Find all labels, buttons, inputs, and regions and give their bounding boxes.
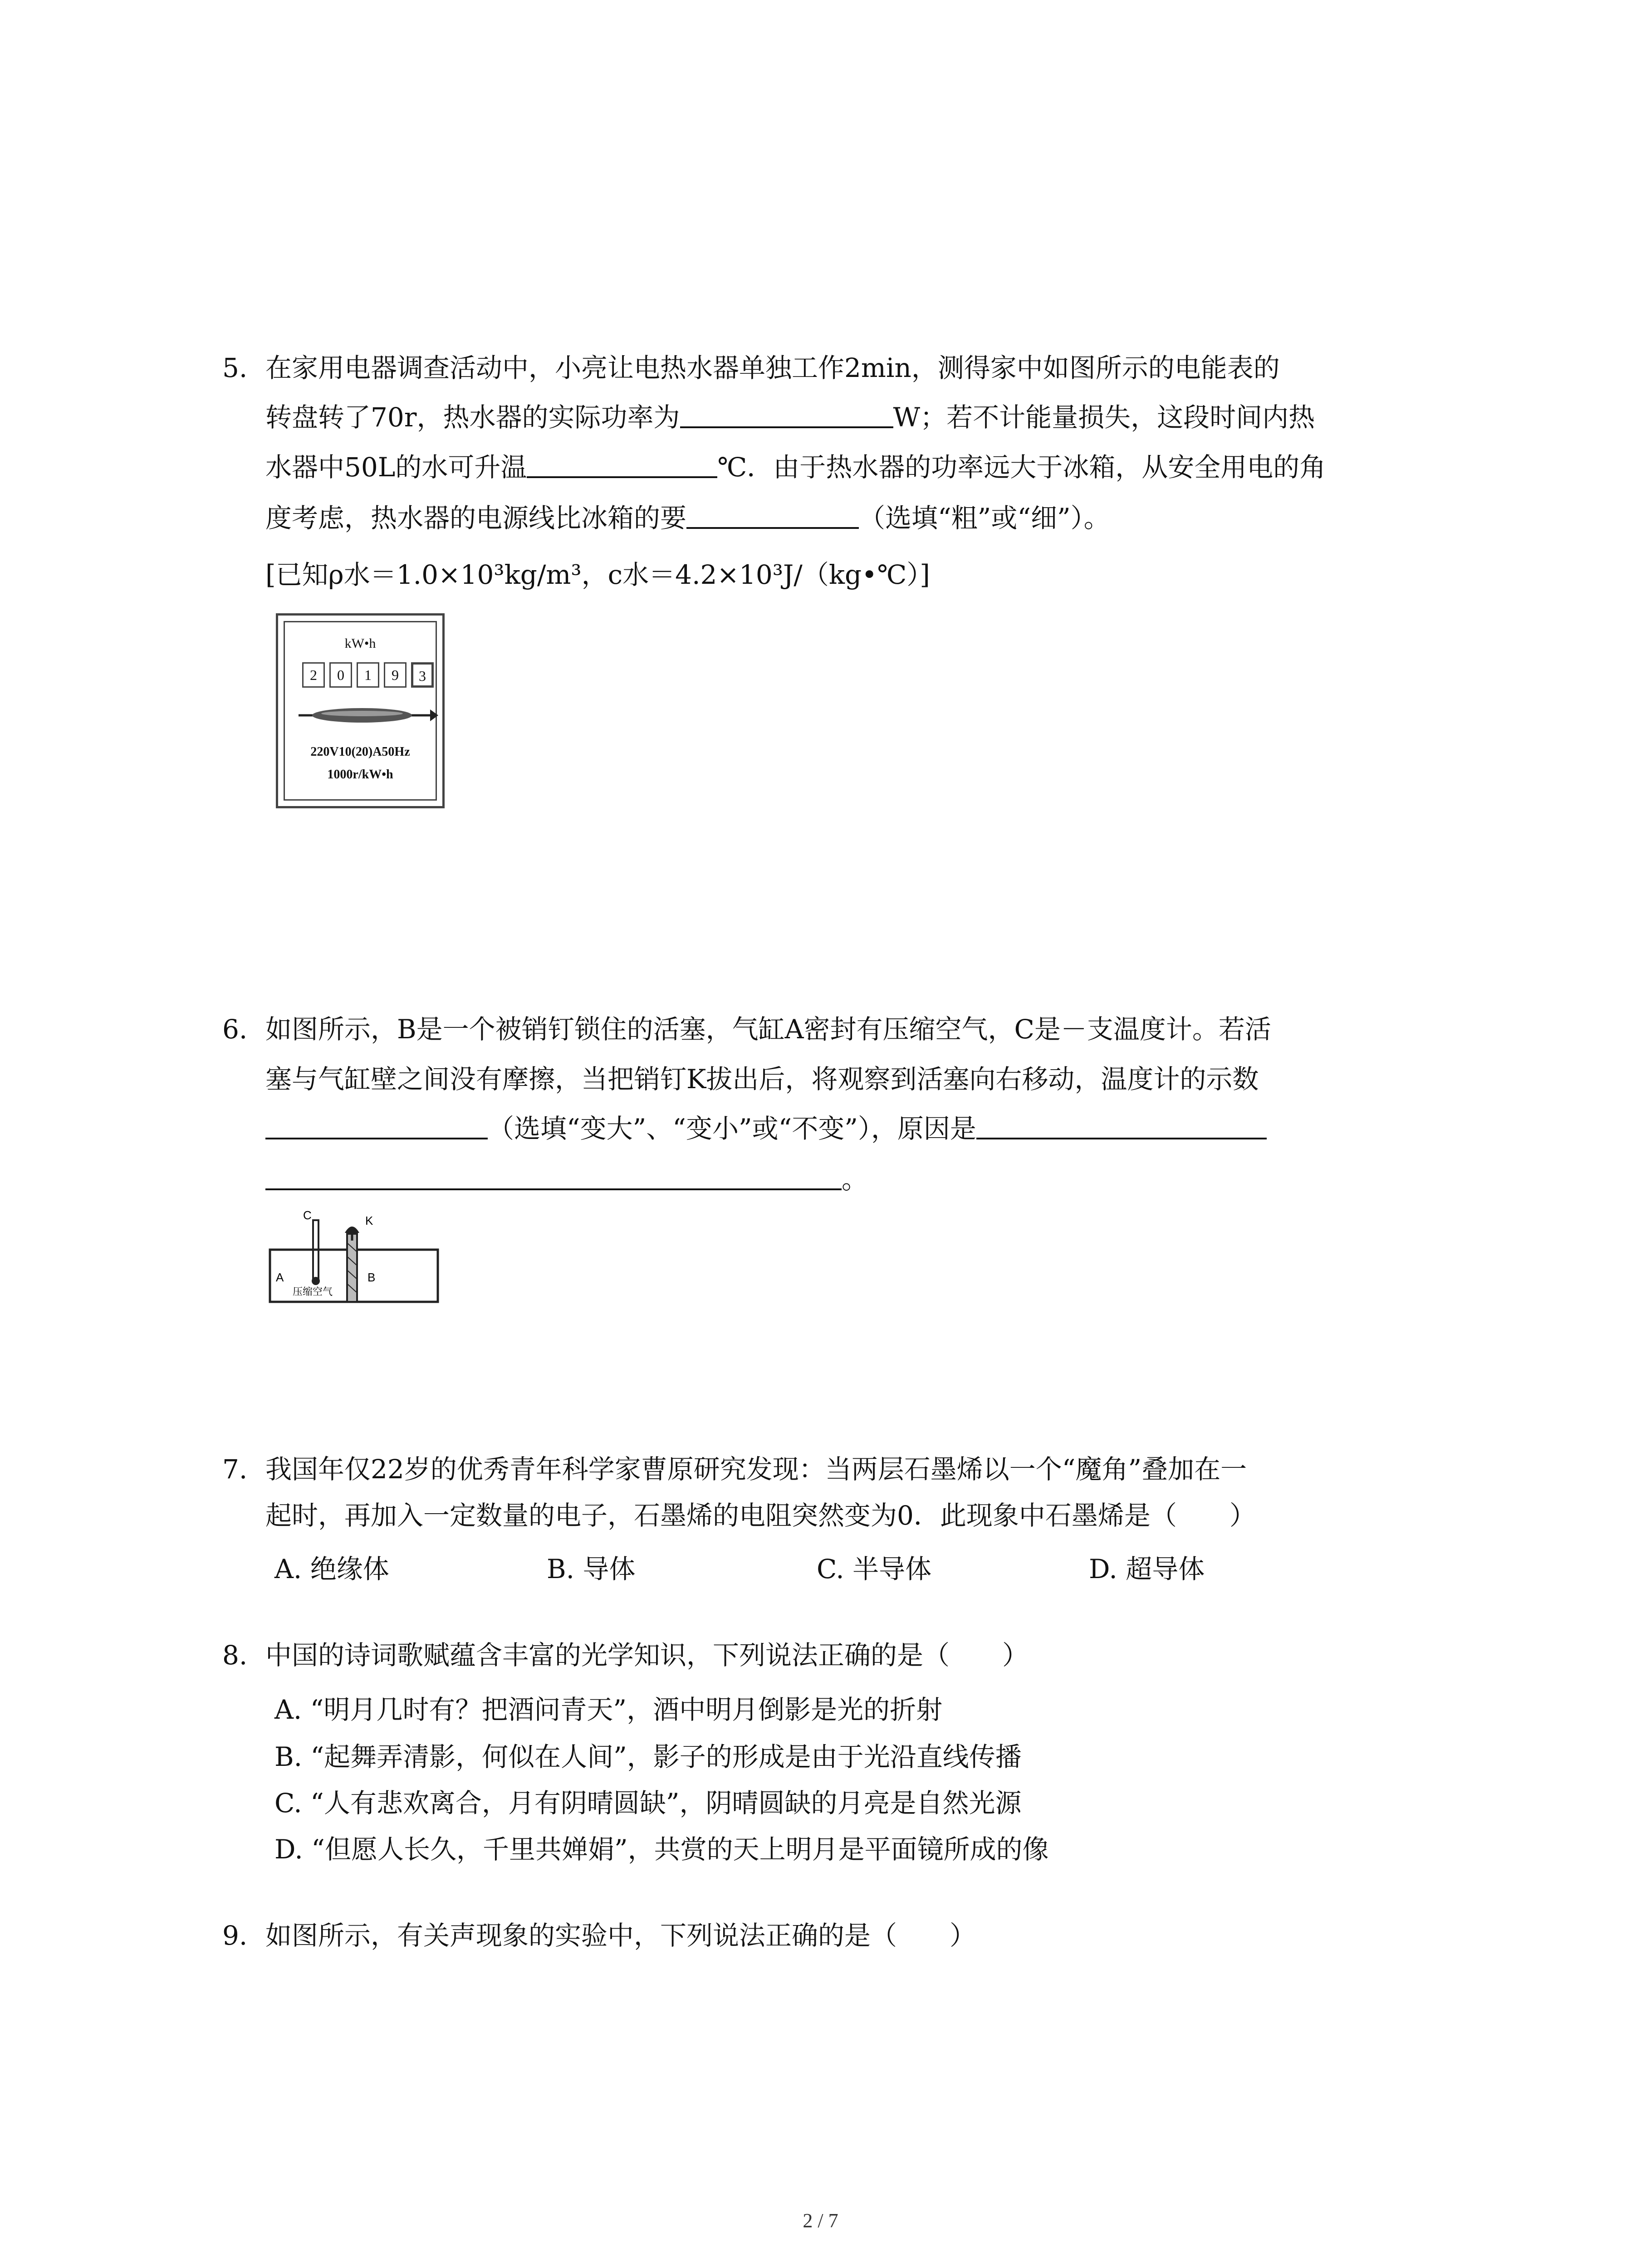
- label-k: K: [365, 1214, 373, 1227]
- q7-number: 7.: [222, 1454, 248, 1485]
- meter-spec-revolutions: 1000r/kW•h: [327, 767, 393, 782]
- q9-number: 9.: [222, 1920, 248, 1951]
- meter-digits: [302, 662, 438, 688]
- meter-digit: 0: [329, 662, 352, 688]
- q7-option-c[interactable]: C. 半导体: [817, 1554, 932, 1584]
- q8-number: 8.: [222, 1640, 248, 1671]
- answer-blank-wire[interactable]: [686, 504, 859, 529]
- meter-digit-decimal: 3: [411, 662, 434, 688]
- q5-line2: [265, 402, 1315, 433]
- q5-line4: [265, 504, 1110, 531]
- q7-line2: 起时，再加入一定数量的电子，石墨烯的电阻突然变为0．此现象中石墨烯是（ ）: [265, 1500, 1256, 1531]
- q6-line4: [265, 1166, 868, 1193]
- page-number: 2 / 7: [803, 2209, 838, 2232]
- q5-line2-text-b: W；若不计能量损失，这段时间内热: [893, 402, 1315, 433]
- q6-number: 6.: [222, 1014, 248, 1045]
- q6-line3: [265, 1115, 1267, 1142]
- q7-option-a[interactable]: A. 绝缘体: [274, 1554, 389, 1584]
- q5-line2-text-a: 转盘转了70r，热水器的实际功率为: [265, 402, 680, 433]
- meter-digit: 2: [302, 662, 325, 688]
- rotating-disc-icon: [294, 699, 439, 731]
- answer-blank-thermometer[interactable]: [265, 1115, 488, 1139]
- meter-frame: [284, 621, 437, 801]
- answer-blank-reason-2[interactable]: [265, 1166, 842, 1190]
- q5-number: 5.: [222, 352, 248, 383]
- q6-line4-end: 。: [842, 1164, 868, 1195]
- answer-blank-reason-1[interactable]: [976, 1115, 1267, 1139]
- q6-line2: 塞与气缸壁之间没有摩擦，当把销钉K拔出后，将观察到活塞向右移动，温度计的示数: [265, 1064, 1259, 1095]
- label-c: C: [303, 1208, 312, 1222]
- q6-line3-text: （选填“变大”、“变小”或“不变”），原因是: [488, 1113, 976, 1144]
- q5-given-data: [已知ρ水＝1.0×10³kg/m³，c水＝4.2×10³J/（kg•℃）]: [265, 559, 930, 590]
- q7-line1: 我国年仅22岁的优秀青年科学家曹原研究发现：当两层石墨烯以一个“魔角”叠加在一: [265, 1454, 1247, 1485]
- meter-spec-rating: 220V10(20)A50Hz: [310, 745, 410, 759]
- q5-line3-text-b: ℃．由于热水器的功率远大于冰箱，从安全用电的角: [717, 452, 1326, 483]
- q8-option-a[interactable]: A. “明月几时有？把酒问青天”，酒中明月倒影是光的折射: [274, 1694, 943, 1725]
- q8-option-d[interactable]: D. “但愿人长久，千里共婵娟”，共赏的天上明月是平面镜所成的像: [274, 1834, 1049, 1865]
- meter-digit: 9: [384, 662, 407, 688]
- meter-digit: 1: [357, 662, 379, 688]
- q8-option-c[interactable]: C. “人有悲欢离合，月有阴晴圆缺”，阴晴圆缺的月亮是自然光源: [274, 1788, 1022, 1818]
- q5-line3: [265, 452, 1326, 483]
- answer-blank-power[interactable]: [680, 404, 893, 428]
- q8-line1: 中国的诗词歌赋蕴含丰富的光学知识，下列说法正确的是（ ）: [265, 1640, 1029, 1671]
- q6-line1: 如图所示，B是一个被销钉锁住的活塞，气缸A密封有压缩空气，C是－支温度计。若活: [265, 1014, 1271, 1045]
- answer-blank-temperature[interactable]: [527, 454, 717, 478]
- label-a: A: [276, 1271, 284, 1284]
- q9-line1: 如图所示，有关声现象的实验中，下列说法正确的是（ ）: [265, 1920, 976, 1951]
- label-compressed-air: 压缩空气: [293, 1286, 333, 1298]
- cylinder-piston-figure: [268, 1207, 440, 1306]
- q5-line1: 在家用电器调查活动中，小亮让电热水器单独工作2min，测得家中如图所示的电能表的: [265, 352, 1280, 383]
- q5-line3-text-a: 水器中50L的水可升温: [265, 452, 527, 483]
- energy-meter-figure: [276, 613, 445, 808]
- q7-option-b[interactable]: B. 导体: [547, 1554, 636, 1584]
- q7-option-d[interactable]: D. 超导体: [1089, 1554, 1205, 1584]
- q5-line4-text-b: （选填“粗”或“细”）。: [859, 503, 1110, 533]
- q8-option-b[interactable]: B. “起舞弄清影，何似在人间”，影子的形成是由于光沿直线传播: [274, 1741, 1022, 1772]
- label-b: B: [367, 1271, 376, 1284]
- q5-line4-text-a: 度考虑，热水器的电源线比冰箱的要: [265, 503, 687, 533]
- meter-unit: kW•h: [344, 636, 376, 651]
